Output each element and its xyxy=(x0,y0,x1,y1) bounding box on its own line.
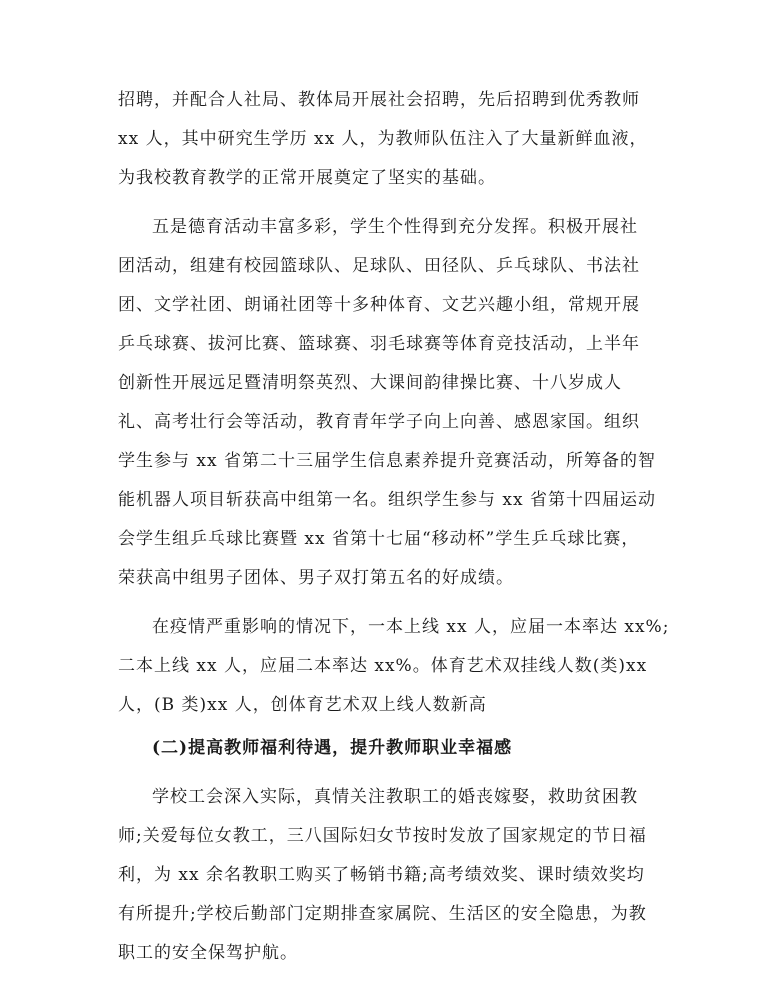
text-line: 为我校教育教学的正常开展奠定了坚实的基础。 xyxy=(118,168,496,188)
text-line: 有所提升;学校后勤部门定期排查家属院、生活区的安全隐患，为教 xyxy=(118,904,647,924)
text-line: 荣获高中组男子团体、男子双打第五名的好成绩。 xyxy=(118,568,514,588)
text-line: 招聘，并配合人社局、教体局开展社会招聘，先后招聘到优秀教师 xyxy=(118,90,640,110)
paragraph-first-line: 学校工会深入实际，真情关注教职工的婚丧嫁娶，救助贫困教 xyxy=(152,787,638,807)
text-line: 团活动，组建有校园篮球队、足球队、田径队、乒乓球队、书法社 xyxy=(118,256,640,276)
text-line: 利，为 xx 余名教职工购买了畅销书籍;高考绩效奖、课时绩效奖均 xyxy=(118,865,645,885)
paragraph-first-line: 五是德育活动丰富多彩，学生个性得到充分发挥。积极开展社 xyxy=(152,217,638,237)
text-line: 团、文学社团、朗诵社团等十多种体育、文艺兴趣小组，常规开展 xyxy=(118,295,640,315)
text-line: 二本上线 xx 人，应届二本率达 xx%。体育艺术双挂线人数(类)xx xyxy=(118,656,648,676)
text-line: 学生参与 xx 省第二十三届学生信息素养提升竞赛活动，所筹备的智 xyxy=(118,451,656,471)
section-heading: (二)提高教师福利待遇，提升教师职业幸福感 xyxy=(152,738,513,758)
paragraph-first-line: 在疫情严重影响的情况下，一本上线 xx 人，应届一本率达 xx%; xyxy=(152,617,670,637)
text-line: 创新性开展远足暨清明祭英烈、大课间韵律操比赛、十八岁成人 xyxy=(118,373,622,393)
text-line: 师;关爱每位女教工，三八国际妇女节按时发放了国家规定的节日福 xyxy=(118,826,647,846)
text-line: 能机器人项目斩获高中组第一名。组织学生参与 xx 省第十四届运动 xyxy=(118,490,656,510)
text-line: 职工的安全保驾护航。 xyxy=(118,943,298,963)
text-line: 会学生组乒乓球比赛暨 xx 省第十七届“移动杯”学生乒乓球比赛， xyxy=(118,529,640,549)
text-line: 乒乓球赛、拔河比赛、篮球赛、羽毛球赛等体育竞技活动，上半年 xyxy=(118,334,640,354)
text-line: 人，(B 类)xx 人，创体育艺术双上线人数新高 xyxy=(118,695,487,715)
text-line: xx 人，其中研究生学历 xx 人，为教师队伍注入了大量新鲜血液， xyxy=(118,129,648,149)
text-line: 礼、高考壮行会等活动，教育青年学子向上向善、感恩家国。组织 xyxy=(118,412,640,432)
